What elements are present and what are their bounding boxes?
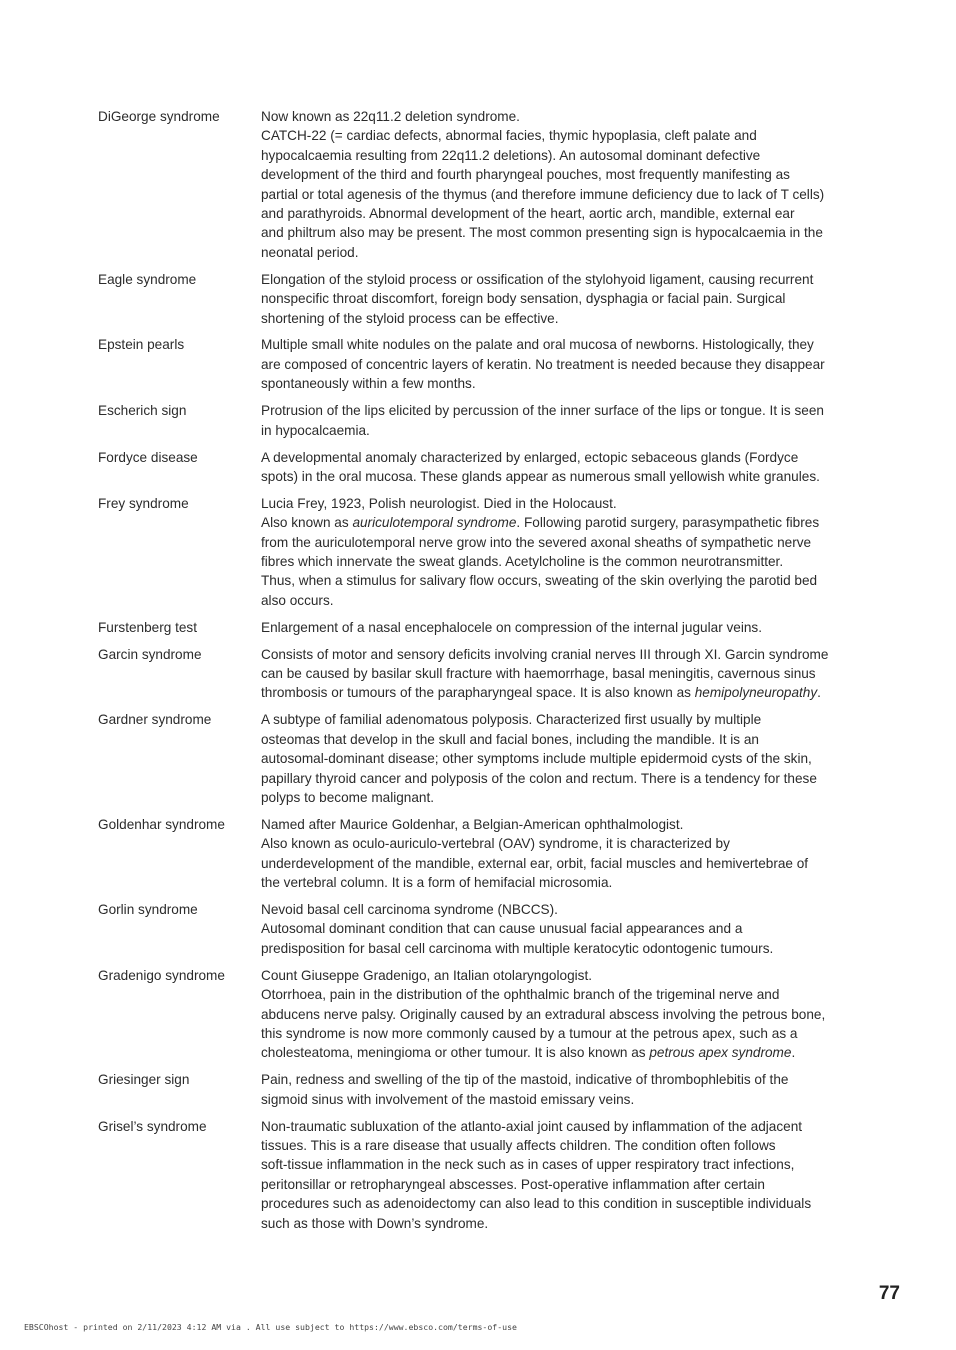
entry-definition [261,900,868,958]
entry-definition [261,494,868,610]
definition-line: Non-traumatic subluxation of the atlanto-axial joint caused by inflammation of the adjacent [261,1118,803,1134]
entry-definition [261,1117,868,1233]
glossary-entry [98,401,868,440]
definition-line: can be caused by basilar skull fracture with haemorrhage, basal meningitis, cavernous sinus [261,666,816,682]
entry-term: Gardner syndrome [98,712,212,728]
definition-line: also occurs. [261,592,334,608]
definition-line: spots) in the oral mucosa. These glands appear as numerous small yellowish white granules. [261,468,820,484]
definition-line: osteomas that develop in the skull and facial bones, including the mandible. It is an [261,731,759,747]
entry-term: Eagle syndrome [98,271,197,287]
definition-line: fibres which innervate the sweat glands. Acetylcholine is the common neurotransmitter. [261,554,784,570]
definition-line: hypocalcaemia resulting from 22q11.2 deletions). An autosomal dominant defective [261,147,761,163]
definition-line: neonatal period. [261,244,359,260]
definition-line: peritonsillar or retropharyngeal abscesses. Post-operative inflammation after certain [261,1176,765,1192]
glossary-entry [98,815,868,893]
entry-term: Griesinger sign [98,1072,190,1088]
definition-line: development of the third and fourth pharyngeal pouches, most frequently manifesting as [261,167,790,183]
definition-line: abducens nerve palsy. Originally caused by an extradural abscess involving the petrous bone, [261,1006,826,1022]
definition-line: Thus, when a stimulus for salivary flow occurs, sweating of the skin overlying the parotid bed [261,573,818,589]
definition-line: Multiple small white nodules on the palate and oral mucosa of newborns. Histologically, they [261,337,814,353]
definition-line: in hypocalcaemia. [261,422,370,438]
entry-term: DiGeorge syndrome [98,109,220,124]
definition-line: shortening of the styloid process can be effective. [261,310,559,326]
entry-term: Fordyce disease [98,449,198,465]
entry-term: Grisel’s syndrome [98,1118,207,1134]
definition-line: predisposition for basal cell carcinoma with multiple keratocytic odontogenic tumours. [261,940,774,956]
entry-term: Epstein pearls [98,337,185,353]
definition-line: such as those with Down’s syndrome. [261,1215,489,1231]
definition-line: this syndrome is now more commonly caused by a tumour at the petrous apex, such as a [261,1025,798,1041]
definition-line: CATCH-22 (= cardiac defects, abnormal facies, thymic hypoplasia, cleft palate and [261,128,757,144]
definition-line: sigmoid sinus with involvement of the mastoid emissary veins. [261,1091,635,1107]
glossary-entry [98,710,868,807]
glossary-entry [98,270,868,328]
definition-line: Consists of motor and sensory deficits involving cranial nerves III through XI. Garcin syndrome [261,646,829,662]
glossary-entry [98,1117,868,1233]
entry-term: Gradenigo syndrome [98,967,225,983]
definition-line: cholesteatoma, meningioma or other tumour. It is also known as petrous apex syndrome. [261,1045,796,1061]
definition-line: Also known as auriculotemporal syndrome. Following parotid surgery, parasympathetic fibres [261,515,820,531]
entry-term: Goldenhar syndrome [98,816,225,832]
glossary-entry [98,448,868,487]
entry-definition [261,448,868,487]
glossary-entry [98,966,868,1063]
definition-line: Also known as oculo-auriculo-vertebral (OAV) syndrome, it is characterized by [261,836,730,852]
definition-line: Protrusion of the lips elicited by percussion of the inner surface of the lips or tongue. It is seen [261,403,824,419]
entry-term: Frey syndrome [98,495,189,511]
glossary-entry [98,335,868,393]
entry-definition [261,966,868,1063]
entry-term: Gorlin syndrome [98,902,198,918]
glossary-entries [98,107,868,1241]
entry-definition [261,270,868,328]
definition-line: thrombosis or tumours of the parapharyngeal space. It is also known as hemipolyneuropathy. [261,685,821,701]
glossary-entry [98,900,868,958]
definition-line: underdevelopment of the mandible, external ear, orbit, facial muscles and hemivertebrae of [261,855,809,871]
entry-term: Escherich sign [98,403,187,419]
definition-line: procedures such as adenoidectomy can also lead to this condition in susceptible individuals [261,1196,812,1212]
glossary-entry [98,618,868,637]
glossary-entry [98,645,868,703]
entry-definition [261,401,868,440]
definition-line: from the auriculotemporal nerve grow into the severed axonal sheaths of sympathetic nerve [261,534,812,550]
definition-line: A subtype of familial adenomatous polyposis. Characterized first usually by multiple [261,712,762,728]
definition-line: soft-tissue inflammation in the neck such as in cases of upper respiratory tract infections, [261,1157,795,1173]
entry-term: Garcin syndrome [98,646,202,662]
definition-line: the vertebral column. It is a form of hemifacial microsomia. [261,875,613,891]
definition-line: Now known as 22q11.2 deletion syndrome. [261,109,520,124]
entry-definition [261,1070,868,1109]
definition-line: spontaneously within a few months. [261,376,476,392]
entry-definition [261,107,868,262]
definition-line: and parathyroids. Abnormal development of the heart, aortic arch, mandible, external ear [261,206,795,222]
glossary-entry [98,494,868,610]
definition-line: A developmental anomaly characterized by enlarged, ectopic sebaceous glands (Fordyce [261,449,799,465]
definition-line: Named after Maurice Goldenhar, a Belgian-American ophthalmologist. [261,816,684,832]
definition-line: Lucia Frey, 1923, Polish neurologist. Died in the Holocaust. [261,495,617,511]
entry-term: Furstenberg test [98,619,197,635]
definition-line: Autosomal dominant condition that can cause unusual facial appearances and a [261,921,743,937]
entry-definition [261,710,868,807]
entry-definition [261,815,868,893]
entry-definition [261,618,868,637]
definition-line: Nevoid basal cell carcinoma syndrome (NBCCS). [261,902,558,918]
glossary-entry [98,1070,868,1109]
definition-line: and philtrum also may be present. The most common presenting sign is hypocalcaemia in the [261,225,823,241]
definition-line: Elongation of the styloid process or ossification of the stylohyoid ligament, causing recurrent [261,271,814,287]
definition-line: Otorrhoea, pain in the distribution of the ophthalmic branch of the trigeminal nerve and [261,987,780,1003]
definition-line: are composed of concentric layers of keratin. No treatment is needed because they disappear [261,356,825,372]
definition-line: Count Giuseppe Gradenigo, an Italian otolaryngologist. [261,967,592,983]
print-footer: EBSCOhost - printed on 2/11/2023 4:12 AM via . All use subject to https://www.ebsco.com/terms-of-use [24,1322,517,1332]
page-number: 77 [878,1283,900,1304]
glossary-entry [98,107,868,262]
definition-line: polyps to become malignant. [261,790,435,805]
definition-line: Enlargement of a nasal encephalocele on compression of the internal jugular veins. [261,619,763,635]
entry-definition [261,335,868,393]
definition-line: autosomal-dominant disease; other symptoms include multiple epidermoid cysts of the skin, [261,751,812,767]
definition-line: tissues. This is a rare disease that usually affects children. The condition often follows [261,1138,776,1153]
entry-definition [261,645,868,703]
definition-line: partial or total agenesis of the thymus (and therefore immune deficiency due to lack of T cells) [261,186,825,202]
definition-line: nonspecific throat discomfort, foreign body sensation, dysphagia or facial pain. Surgical [261,291,786,307]
definition-line: papillary thyroid cancer and polyposis of the colon and rectum. There is a tendency for these [261,770,817,786]
definition-line: Pain, redness and swelling of the tip of the mastoid, indicative of thrombophlebitis of the [261,1072,789,1088]
